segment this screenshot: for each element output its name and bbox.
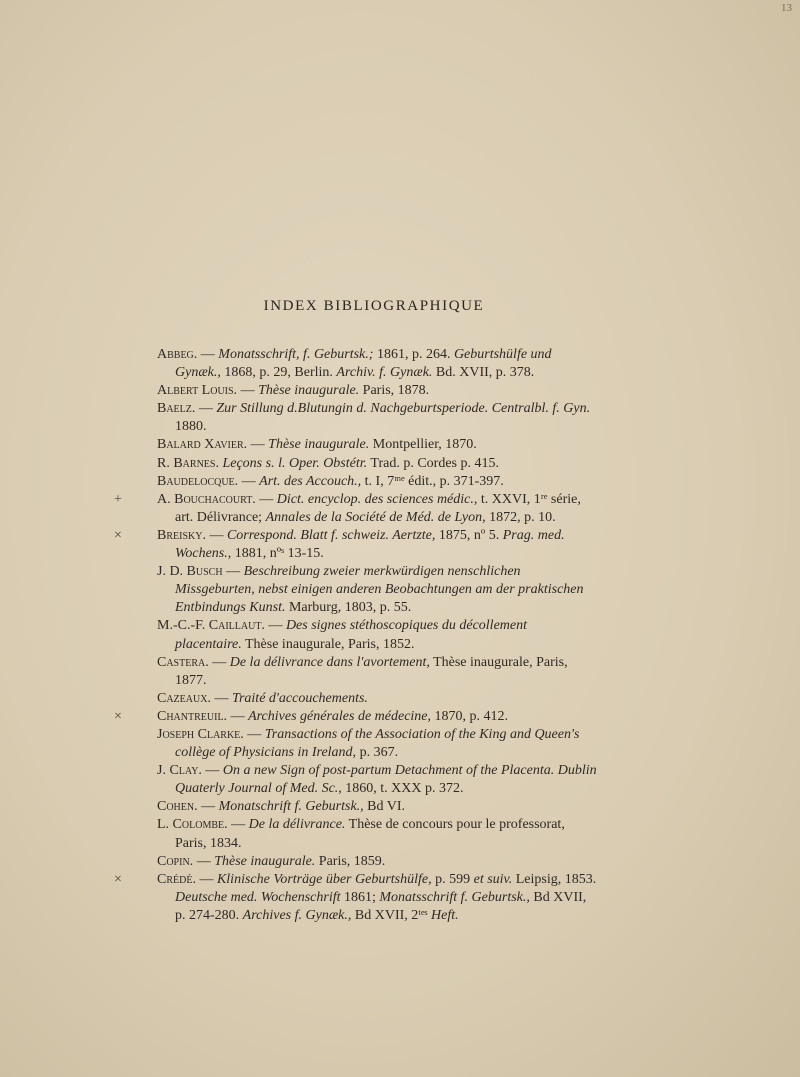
entry-work-title: Heft. (431, 907, 459, 923)
entry-text: Thèse inaugurale, Paris, 1877. (175, 654, 568, 688)
entry-text: t. I, 7ᵐᵉ édit., p. 371-397. (361, 473, 504, 489)
entry-work-title: Geburtshülfe und Gynæk., (175, 347, 552, 381)
entry-work-title: Thèse inaugurale. (268, 437, 370, 453)
entry-author: L. Colombe. (157, 817, 228, 833)
entry-text: — (197, 347, 219, 362)
entry-text: — (227, 708, 249, 724)
entry-work-title: Prag. med. Wochens., (175, 527, 565, 562)
entry-work-title: De la délivrance. (248, 817, 346, 833)
bibliography-entry (157, 473, 597, 491)
entry-work-title: Monatschrift f. Geburtsk., (218, 799, 364, 815)
bibliography-entry (157, 617, 597, 653)
entry-work-title: Thèse inaugurale. (214, 853, 316, 869)
entry-author: Castera. (157, 654, 209, 670)
page-title: INDEX BIBLIOGRAPHIQUE (263, 298, 485, 314)
bibliography-entry: + A. Bouchacourt. — Dict. encyclop. des sciences médic., t. XXVI, 1ʳᵉ série, art. Délivrance; Annales de la Société de Méd. de Lyon, 1872, p. 10. (114, 491, 581, 525)
entry-text: Leipsig, 1853. (512, 871, 597, 887)
entry-author: R. Barnes. (157, 455, 219, 471)
entry-author: Albert Louis. (157, 383, 238, 399)
bibliography-entry: × Chantreuil. — Archives générales de médecine, 1870, p. 412. (114, 708, 509, 724)
entry-work-title: Beschreibung zweier merkwürdigen nenschlichen Missgeburten, nebst einigen anderen Beobachtungen am der praktischen Entbindungs Kunst. (175, 564, 584, 616)
entry-author: M.-C.-F. Caillaut. (157, 618, 265, 634)
entry-work-title: Archives f. Gynæk., (242, 907, 352, 923)
page-corner-mark: 13 (781, 2, 792, 14)
entry-work-title: Annales de la Société de Méd. de Lyon, (265, 509, 486, 525)
entry-text: Paris, 1878. (359, 383, 430, 399)
entry-text: 1870, p. 412. (431, 708, 509, 724)
entry-work-title: Transactions of the Association of the King and Queen's collège of Physicians in Ireland, (175, 726, 580, 761)
bibliography-entry (157, 798, 597, 816)
bibliography-entry: × Breisky. — Correspond. Blatt f. schweiz. Aertzte, 1875, nº 5. Prag. med. Wochens., 1881, nºˢ 13-15. (114, 527, 565, 562)
entry-author: Abbeg. (157, 347, 198, 362)
entry-work-title: Zur Stillung d.Blutungin d. Nachgeburtsperiode. Centralbl. f. Gyn. (216, 401, 591, 417)
bibliography-entry (157, 382, 597, 400)
bibliography-entry (157, 455, 597, 473)
entry-text: — (222, 564, 244, 580)
bibliography-entry (157, 346, 597, 382)
entry-text: — (205, 527, 227, 543)
entry-work-title: De la délivrance dans l'avortement, (229, 654, 430, 670)
bibliography-entry (157, 853, 597, 871)
entry-text: — (247, 437, 269, 453)
entry-text: — (237, 383, 259, 399)
entry-author: Chantreuil. (157, 708, 228, 724)
entry-text: Trad. p. Cordes p. 415. (367, 455, 499, 471)
bibliography-entry (157, 726, 597, 762)
entry-text: Bd XVII, 2ᵗᵉˢ (351, 907, 432, 923)
entry-text: 1875, nº 5. (435, 527, 503, 543)
entry-text: — (201, 763, 223, 779)
entry-text: 1868, p. 29, Berlin. (220, 365, 337, 381)
bibliography-list (114, 346, 597, 925)
bibliography-entry (157, 400, 597, 436)
entry-text: Bd. XVII, p. 378. (432, 365, 535, 381)
bibliography-entry (157, 563, 597, 617)
entry-author: Breisky. (157, 527, 206, 543)
entry-work-title: Dict. encyclop. des sciences médic., (276, 491, 478, 507)
entry-work-title: Monatsschrift, f. Geburtsk.; (218, 347, 374, 362)
entry-text: — (193, 853, 215, 869)
entry-text: 1880. (175, 419, 207, 435)
entry-author: Cohen. (157, 799, 198, 815)
entry-author: Balard Xavier. (157, 437, 248, 453)
entry-author: J. Clay. (157, 763, 202, 779)
entry-work-title: Thèse inaugurale. (258, 383, 360, 399)
bibliography-entry (157, 690, 597, 708)
entry-work-title: Des signes stéthoscopiques du décollement placentaire. (175, 618, 527, 652)
bibliography-entry (157, 436, 597, 454)
entry-text: p. 599 (431, 871, 474, 887)
bibliography-entry (157, 762, 597, 798)
entry-work-title: Klinische Vorträge über Geburtshülfe, (216, 871, 432, 887)
entry-text: — (210, 690, 232, 706)
entry-author: Copin. (157, 853, 194, 869)
entry-work-title: Deutsche med. Wochenschrift (175, 889, 341, 905)
entry-text: Bd XVII, p. 274-280. (175, 889, 587, 923)
entry-text: — (195, 401, 217, 417)
entry-text: Paris, 1859. (315, 853, 386, 869)
entry-text: 1861, p. 264. (373, 347, 454, 362)
entry-text: — (238, 473, 260, 489)
entry-text: — (208, 654, 230, 670)
entry-text: — (197, 799, 219, 815)
entry-text: 1860, t. XXX p. 372. (341, 781, 464, 797)
entry-author: Baelz. (157, 401, 196, 417)
entry-text: Bd VI. (363, 799, 406, 815)
entry-text: t. XXVI, 1ʳᵉ série, art. Délivrance; (175, 491, 581, 525)
bibliography-entry: × Crédé. — Klinische Vorträge über Geburtshülfe, p. 599 et suiv. Leipsig, 1853. Deutsche med. Wochenschrift 1861; Monatsschrift f. Geburtsk., Bd XVII, p. 274-280. Archives f. Gynæk., Bd XVII, 2ᵗᵉˢ Heft. (114, 871, 597, 923)
entry-work-title: Leçons s. l. Oper. Obstétr. (222, 455, 368, 471)
entry-work-title: Monatsschrift f. Geburtsk., (379, 889, 530, 905)
entry-text: Thèse de concours pour le professorat, Paris, 1834. (175, 817, 565, 851)
entry-work-title: On a new Sign of post-partum Detachment of the Placenta. Dublin Quaterly Journal of Med. Sc., (175, 763, 597, 797)
entry-author: Crédé. (157, 871, 196, 887)
entry-work-title: Correspond. Blatt f. schweiz. Aertzte, (226, 527, 436, 543)
entry-text: — (255, 491, 277, 507)
entry-text: p. 367. (356, 745, 399, 761)
bibliography-entry (157, 816, 597, 852)
entry-text: — (195, 871, 217, 887)
entry-text: 1861; (340, 889, 380, 905)
entry-text: — (227, 817, 249, 833)
entry-text: Thèse inaugurale, Paris, 1852. (241, 636, 415, 652)
entry-author: A. Bouchacourt. (157, 491, 256, 507)
entry-text: Montpellier, 1870. (369, 437, 477, 453)
entry-author: J. D. Busch (157, 564, 223, 580)
bibliography-entry (157, 654, 597, 690)
entry-work-title: Archiv. f. Gynæk. (336, 365, 433, 381)
entry-work-title: et suiv. (473, 871, 513, 887)
entry-author: Baudelocque. (157, 473, 239, 489)
entry-author: Joseph Clarke. (157, 726, 244, 742)
entry-author: Cazeaux. (157, 690, 211, 706)
entry-text: 1881, nºˢ 13-15. (231, 546, 324, 562)
entry-work-title: Traité d'accouchements. (231, 690, 368, 706)
entry-work-title: Art. des Accouch., (259, 473, 362, 489)
entry-text: — (264, 618, 286, 634)
entry-text: 1872, p. 10. (485, 509, 556, 525)
entry-text: — (243, 726, 265, 742)
entry-text: Marburg, 1803, p. 55. (285, 600, 412, 616)
entry-work-title: Archives générales de médecine, (248, 708, 432, 724)
